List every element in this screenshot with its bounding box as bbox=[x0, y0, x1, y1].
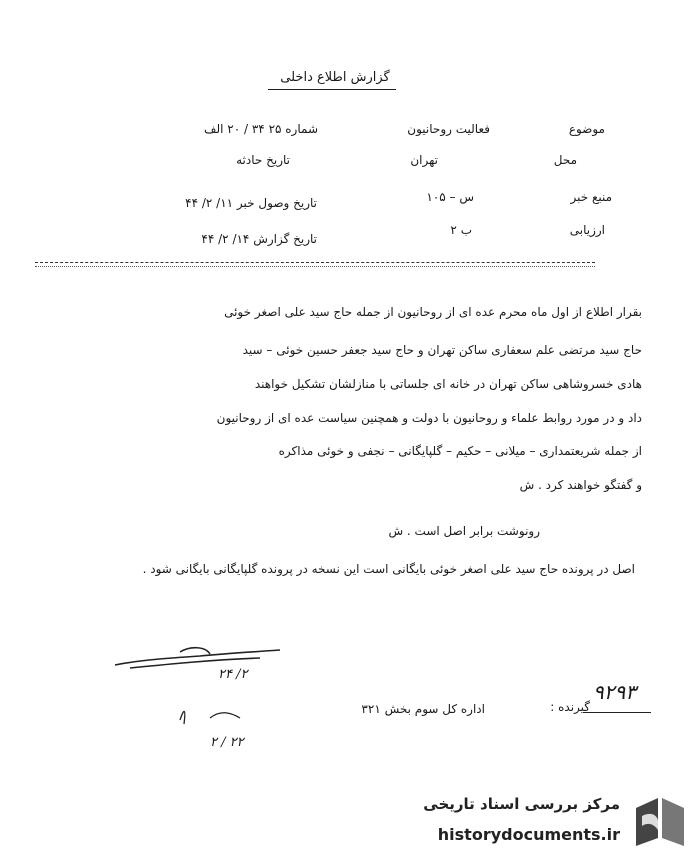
watermark-org-name: مرکز بررسی اسناد تاریخی bbox=[423, 795, 620, 813]
handwritten-date-1: ۲/ ۲۴ bbox=[218, 667, 248, 682]
handwritten-number-underline bbox=[583, 712, 651, 713]
body-line: حاج سید مرتضی علم سعفاری ساکن تهران و حاج سید جعفر حسین خوئی – سید bbox=[242, 343, 642, 357]
event-date-label: تاریخ حادثه bbox=[236, 153, 290, 167]
archive-logo-icon bbox=[628, 790, 686, 850]
rating-label: ارزیابی bbox=[569, 223, 605, 237]
place-value: تهران bbox=[410, 153, 438, 167]
recipient-label: گیرنده : bbox=[550, 700, 590, 714]
body-line: هادی خسروشاهی ساکن تهران در خانه ای جلساتی با منازلشان تشکیل خواهند bbox=[254, 377, 642, 391]
subject-value: فعالیت روحانیون bbox=[407, 122, 490, 136]
body-line: بقرار اطلاع از اول ماه محرم عده ای از روحانیون از جمله حاج سید علی اصغر خوئی bbox=[224, 305, 642, 319]
handwritten-date-2: ۲۲ / ۲ bbox=[210, 735, 244, 750]
watermark-url: historydocuments.ir bbox=[437, 825, 620, 844]
body-line: و گفتگو خواهند کرد . ش bbox=[519, 478, 642, 492]
handwritten-mark bbox=[170, 700, 250, 730]
source-label: منبع خبر bbox=[570, 190, 612, 204]
rating-value: ب ۲ bbox=[450, 223, 472, 237]
action-note: اصل در پرونده حاج سید علی اصغر خوئی بایگانی است این نسخه در پرونده گلپایگانی بایگانی شود . bbox=[142, 562, 635, 576]
subject-label: موضوع bbox=[568, 122, 605, 136]
title-underline bbox=[268, 89, 396, 90]
number-label: شماره ۲۵ ۳۴ / ۲۰ الف bbox=[204, 122, 318, 136]
document-title: گزارش اطلاع داخلی bbox=[280, 70, 390, 85]
signature-scribble bbox=[110, 640, 290, 680]
handwritten-file-number: ۹۲۹۳ bbox=[593, 680, 636, 704]
place-label: محل bbox=[553, 153, 577, 167]
report-date-label: تاریخ گزارش ۱۴/ ۲/ ۴۴ bbox=[201, 232, 317, 246]
source-value: س – ۱۰۵ bbox=[426, 190, 474, 204]
copy-note: رونوشت برابر اصل است . ش bbox=[388, 524, 540, 538]
header-divider bbox=[35, 262, 595, 263]
body-line: از جمله شریعتمداری – میلانی – حکیم – گلپایگانی – نجفی و خوئی مذاکره bbox=[278, 444, 642, 458]
body-line: داد و در مورد روابط علماء و روحانیون با دولت و همچنین سیاست عده ای از روحانیون bbox=[216, 411, 642, 425]
header-divider-secondary bbox=[35, 266, 595, 267]
received-date-label: تاریخ وصول خبر ۱۱/ ۲/ ۴۴ bbox=[185, 196, 317, 210]
recipient-value: اداره کل سوم بخش ۳۲۱ bbox=[361, 702, 485, 716]
